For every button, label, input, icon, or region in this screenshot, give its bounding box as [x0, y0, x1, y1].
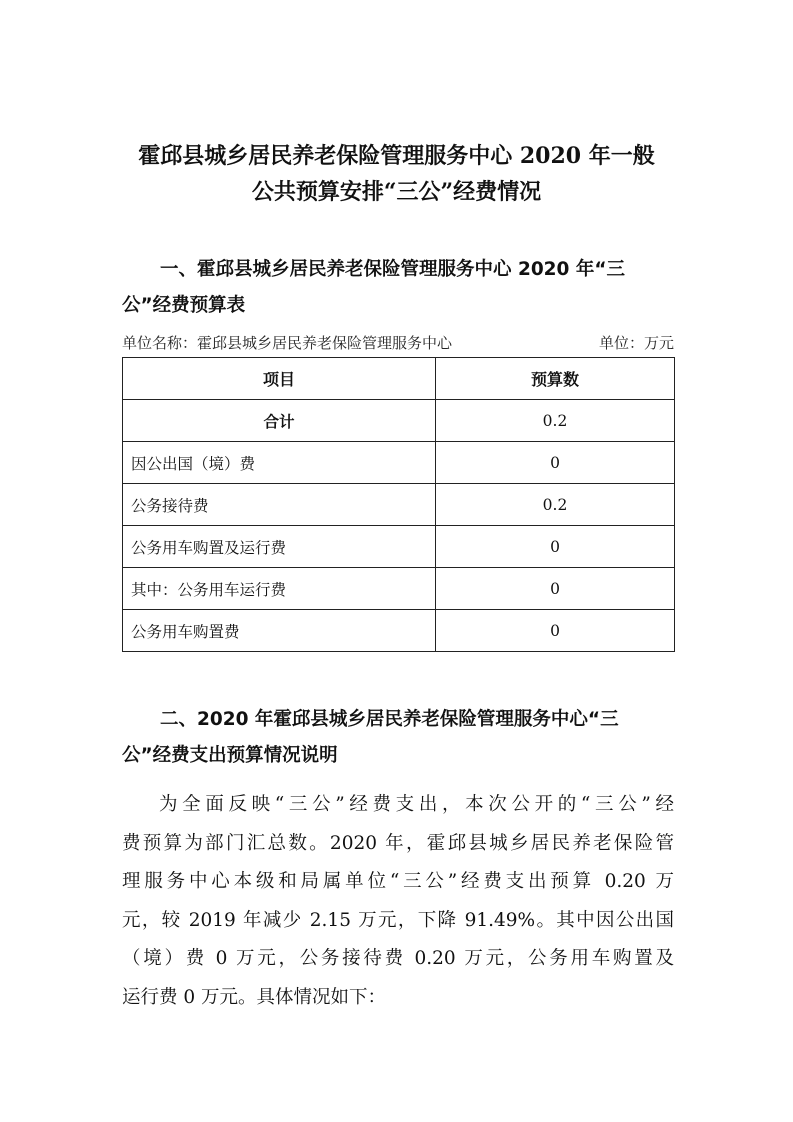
section-2-heading [122, 702, 674, 774]
row-name: 公务用车购置费 [123, 610, 436, 652]
row-value: 0.2 [436, 484, 675, 526]
paragraph-line: 运行费 0 万元。具体情况如下： [122, 986, 387, 1008]
row-value: 0 [436, 442, 675, 484]
row-value: 0 [436, 610, 675, 652]
table-header-row [123, 358, 675, 400]
row-name: 公务接待费 [123, 484, 436, 526]
section-1-heading-line-1: 一、霍邱县城乡居民养老保险管理服务中心 2020 年“三 [160, 259, 626, 280]
row-name: 因公出国（境）费 [123, 442, 436, 484]
section-1-heading [122, 252, 674, 324]
table-row [123, 442, 675, 484]
unit-measure: 单位：万元 [598, 334, 674, 352]
unit-line [122, 331, 674, 355]
row-value: 0.2 [436, 400, 675, 442]
paragraph-line: （境）费 0 万元，公务接待费 0.20 万元，公务用车购置及 [122, 948, 674, 970]
table-row [123, 568, 675, 610]
table-row-total [123, 400, 675, 442]
paragraph-line: 元，较 2019 年减少 2.15 万元，下降 91.49%。其中因公出国 [122, 909, 674, 931]
budget-table [122, 357, 675, 652]
title-line-2: 公共预算安排“三公”经费情况 [251, 179, 542, 205]
row-name: 合计 [123, 400, 436, 442]
section-2-heading-line-1: 二、2020 年霍邱县城乡居民养老保险管理服务中心“三 [160, 709, 619, 730]
section-2-heading-line-2: 公”经费支出预算情况说明 [122, 745, 338, 766]
header-item: 项目 [123, 358, 436, 400]
paragraph-line: 为全面反映“三公”经费支出，本次公开的“三公”经 [159, 794, 674, 815]
paragraph-line: 费预算为部门汇总数。2020 年，霍邱县城乡居民养老保险管 [122, 832, 674, 854]
table-row [123, 526, 675, 568]
header-budget: 预算数 [436, 358, 675, 400]
table-row [123, 610, 675, 652]
unit-org: 单位名称：霍邱县城乡居民养老保险管理服务中心 [122, 334, 453, 352]
paragraph-line: 理服务中心本级和局属单位“三公”经费支出预算 0.20 万 [122, 871, 674, 893]
document-title [110, 138, 683, 210]
row-value: 0 [436, 526, 675, 568]
section-2-paragraph [122, 786, 674, 1018]
title-line-1: 霍邱县城乡居民养老保险管理服务中心 2020 年一般 [138, 143, 655, 169]
table-row [123, 484, 675, 526]
row-name: 公务用车购置及运行费 [123, 526, 436, 568]
section-1-heading-line-2: 公”经费预算表 [122, 295, 246, 316]
row-name: 其中：公务用车运行费 [123, 568, 436, 610]
row-value: 0 [436, 568, 675, 610]
